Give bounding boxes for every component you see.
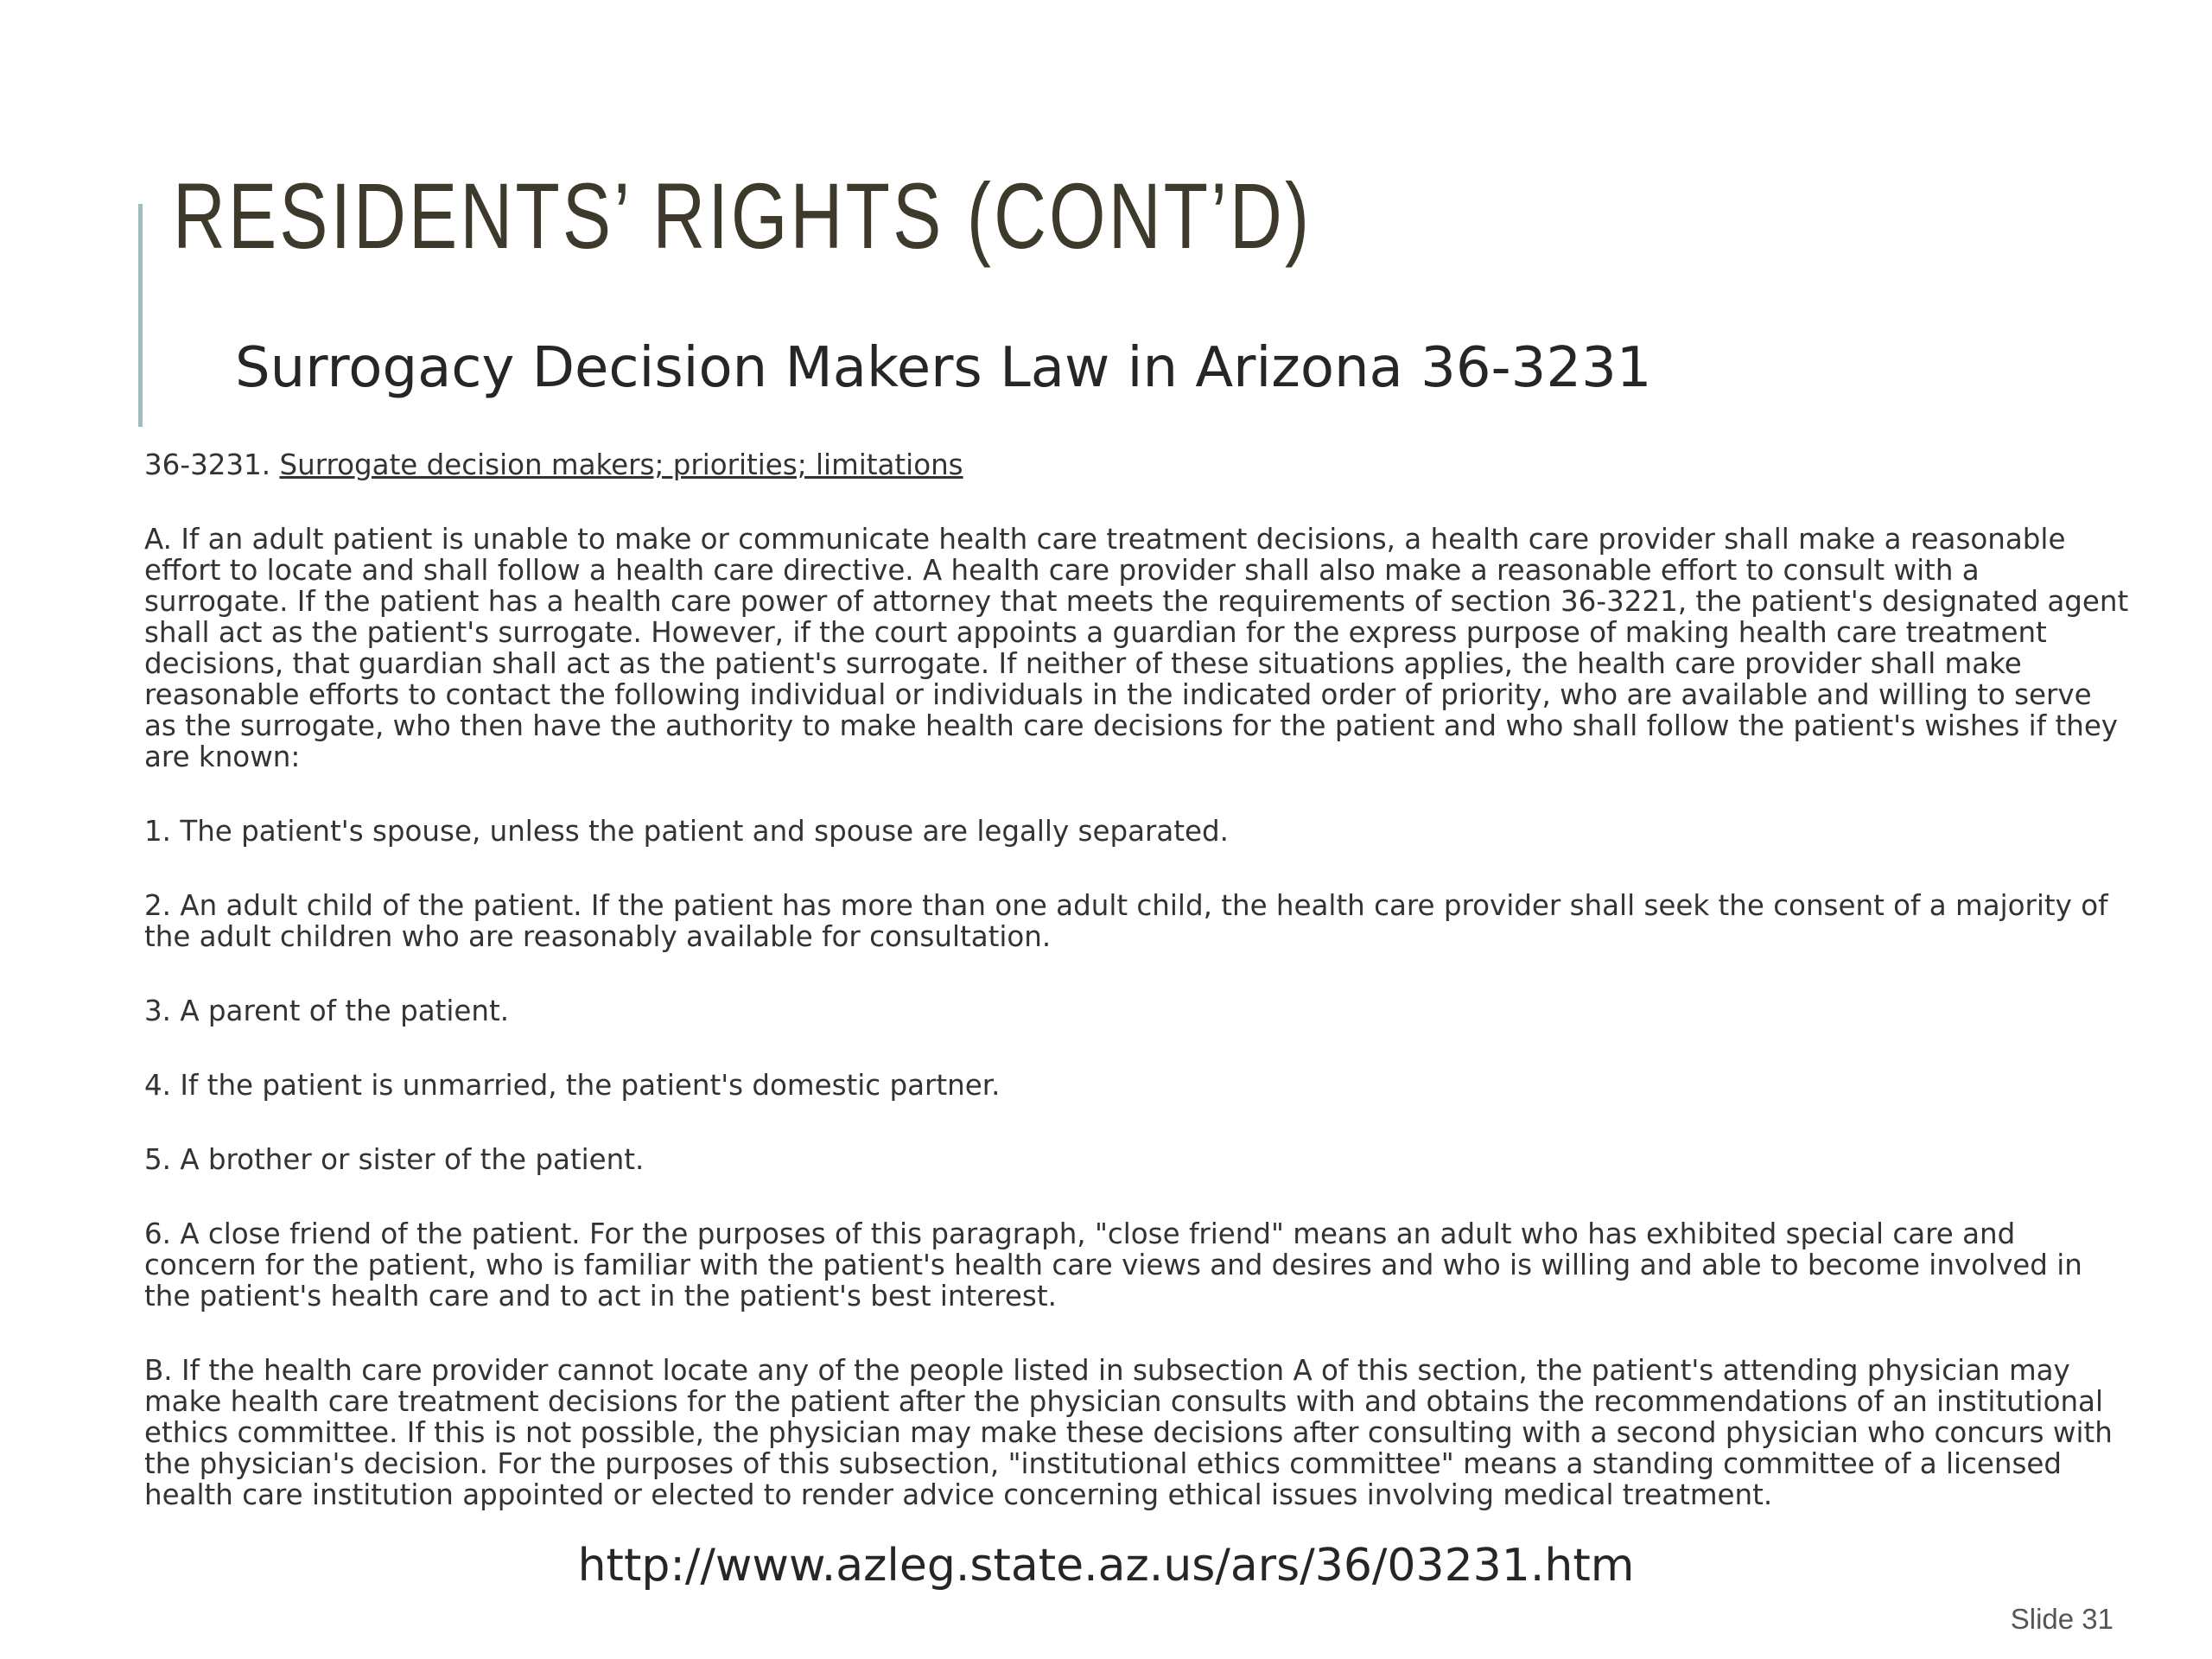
priority-item-2: 2. An adult child of the patient. If the patient has more than one adult child, the health care provider shall seek the consent of a majority of the adult children who are reasonably available for consultation. (144, 889, 2108, 953)
slide-number: Slide 31 (2010, 1603, 2113, 1635)
paragraph-b: B. If the health care provider cannot locate any of the people listed in subsection A of this section, the patient's attending physician may make health care treatment decisions for the patient after the physician consults with and obtains the recommendations of an institutional ethics committee. If this is not possible, the physician may make these decisions after consulting with a second physician who concurs with the physician's decision. For the purposes of this subsection, "institutional ethics committee" means a standing committee of a licensed health care institution appointed or elected to render advice concerning ethical issues involving medical treatment. (144, 1354, 2113, 1511)
statute-number: 36-3231. (144, 448, 271, 481)
slide-title: RESIDENTS’ RIGHTS (CONT’D) (173, 163, 1313, 268)
statute-heading: Surrogate decision makers; priorities; limitations (279, 448, 963, 481)
priority-item-3: 3. A parent of the patient. (144, 995, 510, 1027)
statute-heading-line (144, 449, 2132, 480)
priority-item-1: 1. The patient's spouse, unless the patient and spouse are legally separated. (144, 815, 1229, 848)
statute-text (144, 449, 2132, 1554)
priority-item-4: 4. If the patient is unmarried, the patient's domestic partner. (144, 1069, 1001, 1102)
slide-subtitle: Surrogacy Decision Makers Law in Arizona 36-3231 (235, 336, 1652, 400)
priority-item-5: 5. A brother or sister of the patient. (144, 1143, 645, 1176)
title-accent-bar (138, 204, 143, 427)
priority-item-6: 6. A close friend of the patient. For the purposes of this paragraph, "close friend" means an adult who has exhibited special care and concern for the patient, who is familiar with the patient's health care views and desires and who is willing and able to become involved in the patient's health care and to act in the patient's best interest. (144, 1217, 2082, 1313)
source-url-link[interactable]: http://www.azleg.state.az.us/ars/36/03231.htm (577, 1540, 1635, 1592)
paragraph-a: A. If an adult patient is unable to make or communicate health care treatment decisions, a health care provider shall make a reasonable effort to locate and shall follow a health care directive. A health care provider shall also make a reasonable effort to consult with a surrogate. If the patient has a health care power of attorney that meets the requirements of section 36-3221, the patient's designated agent shall act as the patient's surrogate. However, if the court appoints a guardian for the express purpose of making health care treatment decisions, that guardian shall act as the patient's surrogate. If neither of these situations applies, the health care provider shall make reasonable efforts to contact the following individual or individuals in the indicated order of priority, who are available and willing to serve as the surrogate, who then have the authority to make health care decisions for the patient and who shall follow the patient's wishes if they are known: (144, 523, 2129, 773)
